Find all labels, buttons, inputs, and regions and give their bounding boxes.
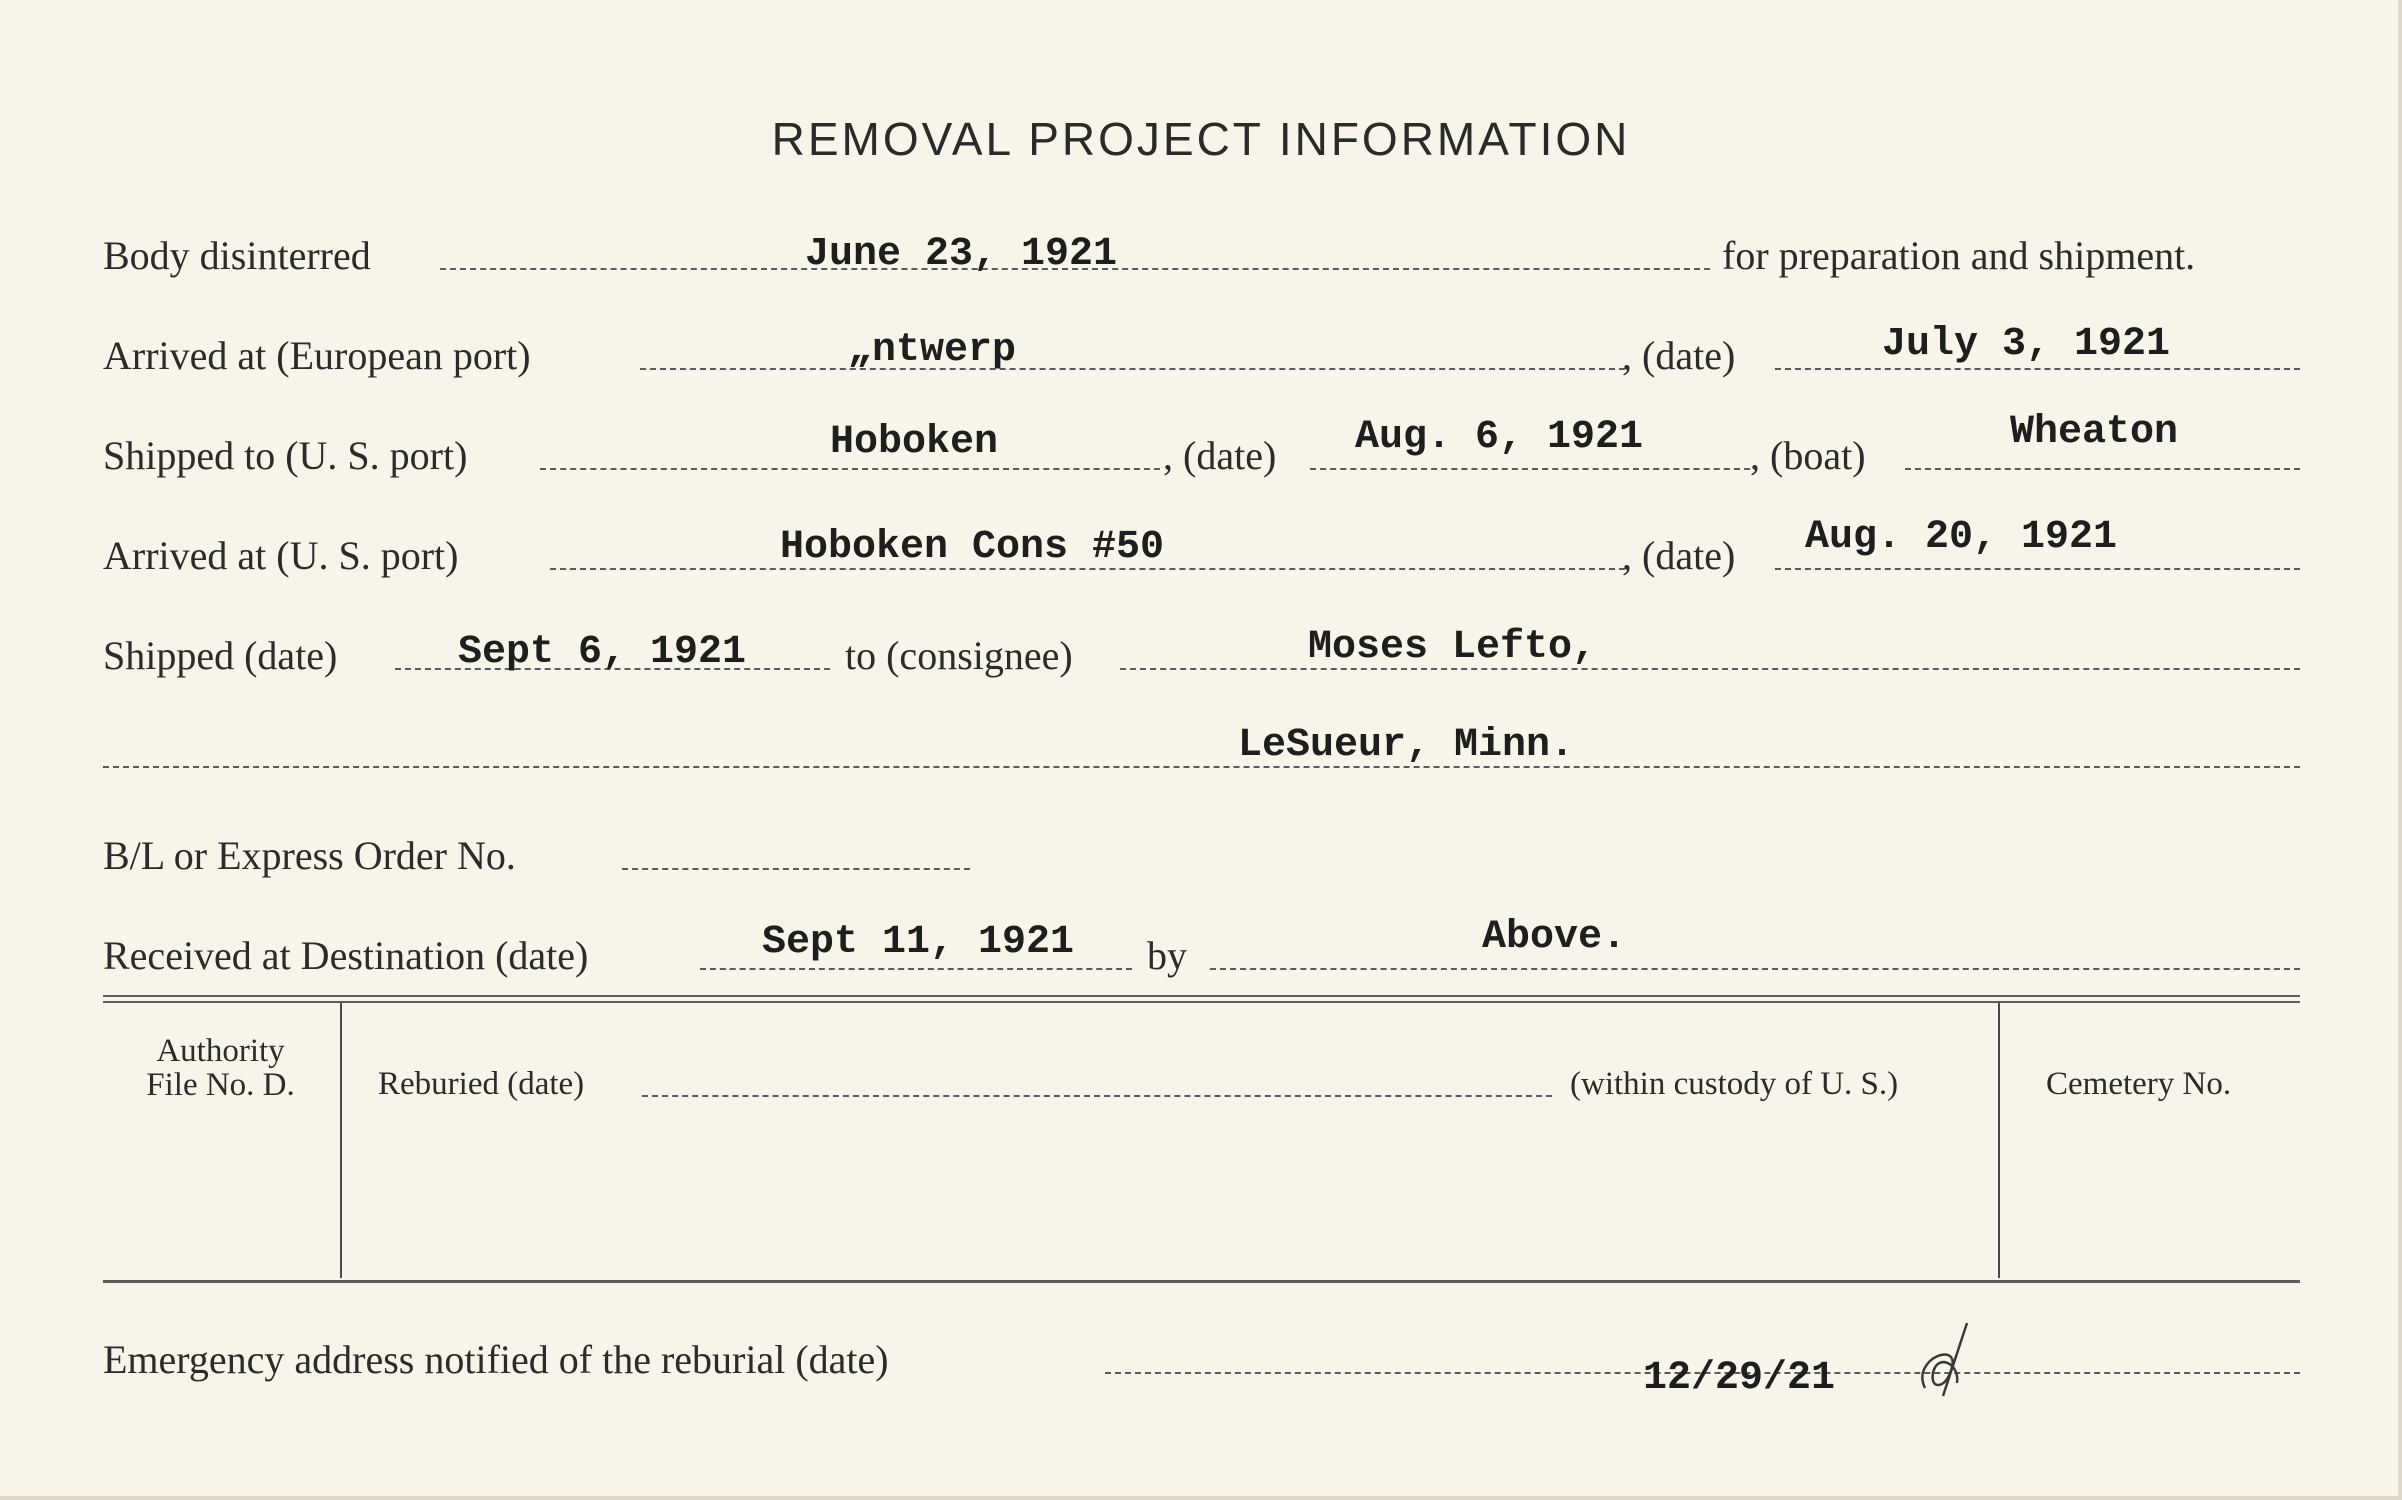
shipped-date-value: Sept 6, 1921	[458, 630, 747, 675]
us-port-arrived-date-line	[1775, 568, 2300, 570]
received-by-label: by	[1147, 933, 1187, 978]
boat-value: Wheaton	[2010, 410, 2179, 455]
preparation-shipment-label: for preparation and shipment.	[1722, 233, 2196, 278]
body-disinterred-label: Body disinterred	[103, 233, 371, 278]
european-port-date-value: July 3, 1921	[1882, 322, 2171, 367]
us-port-shipped-date-value: Aug. 6, 1921	[1355, 415, 1644, 460]
box-top-rule-inner	[103, 1001, 2300, 1003]
handwritten-initials	[1905, 1318, 1995, 1418]
custody-label: (within custody of U. S.)	[1570, 1066, 1899, 1102]
authority-label-line2: File No. D.	[146, 1067, 295, 1103]
shipped-date-label: Shipped (date)	[103, 633, 338, 678]
box-divider-left	[340, 1003, 342, 1278]
european-port-label: Arrived at (European port)	[103, 333, 531, 378]
us-port-shipped-date-line	[1310, 468, 1750, 470]
emergency-address-label: Emergency address notified of the reburial (date)	[103, 1337, 889, 1382]
reburied-date-label: Reburied (date)	[378, 1066, 585, 1102]
authority-file-label	[108, 1034, 333, 1102]
authority-label-line1: Authority	[156, 1033, 285, 1069]
received-destination-value: Sept 11, 1921	[762, 920, 1075, 965]
consignee-label: to (consignee)	[845, 633, 1073, 678]
box-divider-right	[1998, 1003, 2000, 1278]
received-by-line	[1210, 968, 2300, 970]
us-port-shipped-date-label: , (date)	[1163, 433, 1277, 478]
box-bottom-rule	[103, 1280, 2300, 1283]
european-port-value: „ntwerp	[848, 328, 1017, 373]
consignee-address-value: LeSueur, Minn.	[1238, 723, 1575, 768]
received-by-value: Above.	[1482, 915, 1627, 960]
consignee-address-line	[103, 766, 2300, 768]
reburied-date-line	[642, 1095, 1552, 1097]
cemetery-number-label: Cemetery No.	[2046, 1066, 2232, 1102]
body-disinterred-value: June 23, 1921	[805, 232, 1118, 277]
consignee-line	[1120, 668, 2300, 670]
us-port-arrived-date-label: , (date)	[1622, 533, 1736, 578]
us-port-shipped-value: Hoboken	[830, 420, 999, 465]
european-port-line	[640, 368, 1625, 370]
european-port-date-line	[1775, 368, 2300, 370]
us-port-arrived-value: Hoboken Cons #50	[780, 525, 1165, 570]
received-destination-line	[700, 968, 1132, 970]
us-port-arrived-label: Arrived at (U. S. port)	[103, 533, 459, 578]
box-top-rule	[103, 995, 2300, 997]
us-port-shipped-label: Shipped to (U. S. port)	[103, 433, 468, 478]
us-port-arrived-date-value: Aug. 20, 1921	[1805, 515, 2118, 560]
consignee-value: Moses Lefto,	[1308, 625, 1597, 670]
bl-express-order-label: B/L or Express Order No.	[103, 833, 516, 878]
card-title: REMOVAL PROJECT INFORMATION	[771, 113, 1631, 165]
boat-line	[1905, 468, 2300, 470]
bl-express-order-line	[622, 868, 970, 870]
received-destination-label: Received at Destination (date)	[103, 933, 589, 978]
emergency-address-value: 12/29/21	[1643, 1356, 1836, 1401]
us-port-shipped-line	[540, 468, 1160, 470]
boat-label: , (boat)	[1750, 433, 1866, 478]
european-port-date-label: , (date)	[1622, 333, 1736, 378]
